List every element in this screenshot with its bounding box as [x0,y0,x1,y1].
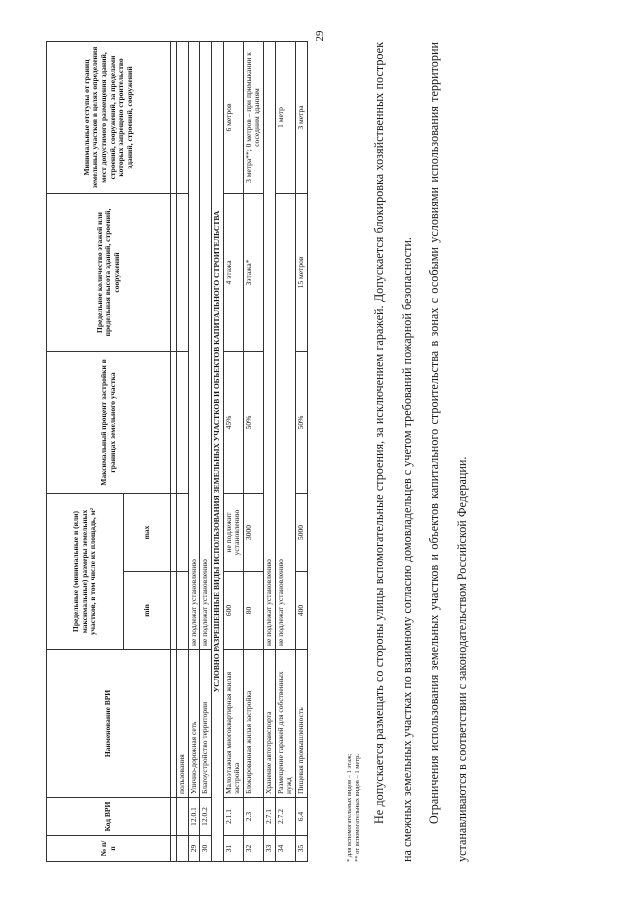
header-name: Наименование ВРИ [47,650,171,798]
row-note: не подлежат установлению [275,193,295,649]
header-sizes: Предельные (минимальные и (или) максимальные) размеры земельных участков, в том числе их площадь, м² [47,493,124,649]
row-num: 31 [223,836,243,862]
header-min: min [124,572,171,650]
row-code: 2.1.1 [223,798,243,836]
row-name: Блокированная жилая застройка [243,650,263,798]
row-percent: 50% [243,351,263,493]
row-setback: 1 метр [275,41,295,193]
row-code: 6.4 [295,798,307,836]
row-num: 33 [264,836,276,862]
section-title: УСЛОВНО РАЗРЕШЕННЫЕ ВИДЫ ИСПОЛЬЗОВАНИЯ ЗЕМЕЛЬНЫХ УЧАСТКОВ И ОБЪЕКТОВ КАПИТАЛЬНОГО СТРОИТЕЛЬСТВА [211,41,223,861]
row-name: Хранение автотранспорта [264,650,276,798]
table-row [177,41,189,861]
row-percent: 45% [223,351,243,493]
paragraph: Не допускается размещать со стороны улицы вспомогательные строения, за исключением гаражей. Допускается блокировка хозяйственных построек на смежных земельных участках по взаимному согласию домовладельцев с учетом требований пожарной безопасности. [372,42,414,862]
row-name: Улично-дорожная сеть [188,650,200,798]
section-row [211,41,223,861]
row-code: 2.3 [243,798,263,836]
header-setbacks: Минимальные отступы от границ земельных участков в целях определения мест допустимого размещения зданий, строений, сооружений, за пределами которых запрещено строительство зданий, строений, сооружений [47,41,171,193]
row-setback: 3 метра [295,41,307,193]
land-use-table [46,41,308,862]
table-row [275,41,295,861]
row-name: Малоэтажная многоквартирная жилая застройка [223,650,243,798]
paragraph: Ограничения использования земельных участков и объектов капитального строительства в зонах с особыми условиями использования территории устанавливаются в соответствии с законодательством Российской Федерации. [427,42,469,862]
row-max: не подлежит установлению [223,493,243,571]
row-num: 29 [188,836,200,862]
row-num: 35 [295,836,307,862]
row-note: не подлежат установлению [188,41,200,649]
table-row [188,41,200,861]
row-floors: 3этажа* [243,193,263,351]
row-note: не подлежат установлению [264,41,276,649]
header-floors: Предельное количество этажей или предельная высота зданий, строений, сооружений [47,193,171,351]
row-min: 400 [295,572,307,650]
row-max: 3000 [243,493,263,571]
table-row [243,41,263,861]
row-floors: 4 этажа [223,193,243,351]
row-code: 2.7.2 [275,798,295,836]
table-row [200,41,212,861]
header-row [47,41,124,861]
body-text [366,42,476,862]
row-floors: 15 метров [295,193,307,351]
row-name: Пищевая промышленность [295,650,307,798]
rotated-page-content [46,42,606,862]
header-num: № п/п [47,836,171,862]
continuation-cell: пользования [177,650,189,798]
footnote: ** от вспомогательных видов – 1 метр. [353,753,361,862]
row-setback: 6 метров [223,41,243,193]
row-min: 80 [243,572,263,650]
row-setback: 3 метра**; 0 метров – при примыкании к соседним зданиям [243,41,263,193]
row-num: 30 [200,836,212,862]
page-number: 29 [314,30,326,42]
row-num: 32 [243,836,263,862]
row-code: 12.0.2 [200,798,212,836]
header-percent: Максимальный процент застройки в границах земельного участка [47,351,171,493]
row-min: 600 [223,572,243,650]
row-max: 5000 [295,493,307,571]
header-max: max [124,493,171,571]
row-code: 12.0.1 [188,798,200,836]
row-note: не подлежат установлению [200,41,212,649]
row-name: Размещение гаражей для собственных нужд [275,650,295,798]
table-row [264,41,276,861]
table-row [295,41,307,861]
row-percent: 50% [295,351,307,493]
footnotes [346,754,362,862]
footnote: * для вспомогательных видов – 1 этаж; [346,753,353,862]
row-name: Благоустройство территории [200,650,212,798]
row-code: 2.7.1 [264,798,276,836]
row-num: 34 [275,836,295,862]
header-code: Код ВРИ [47,798,171,836]
table-row [223,41,243,861]
